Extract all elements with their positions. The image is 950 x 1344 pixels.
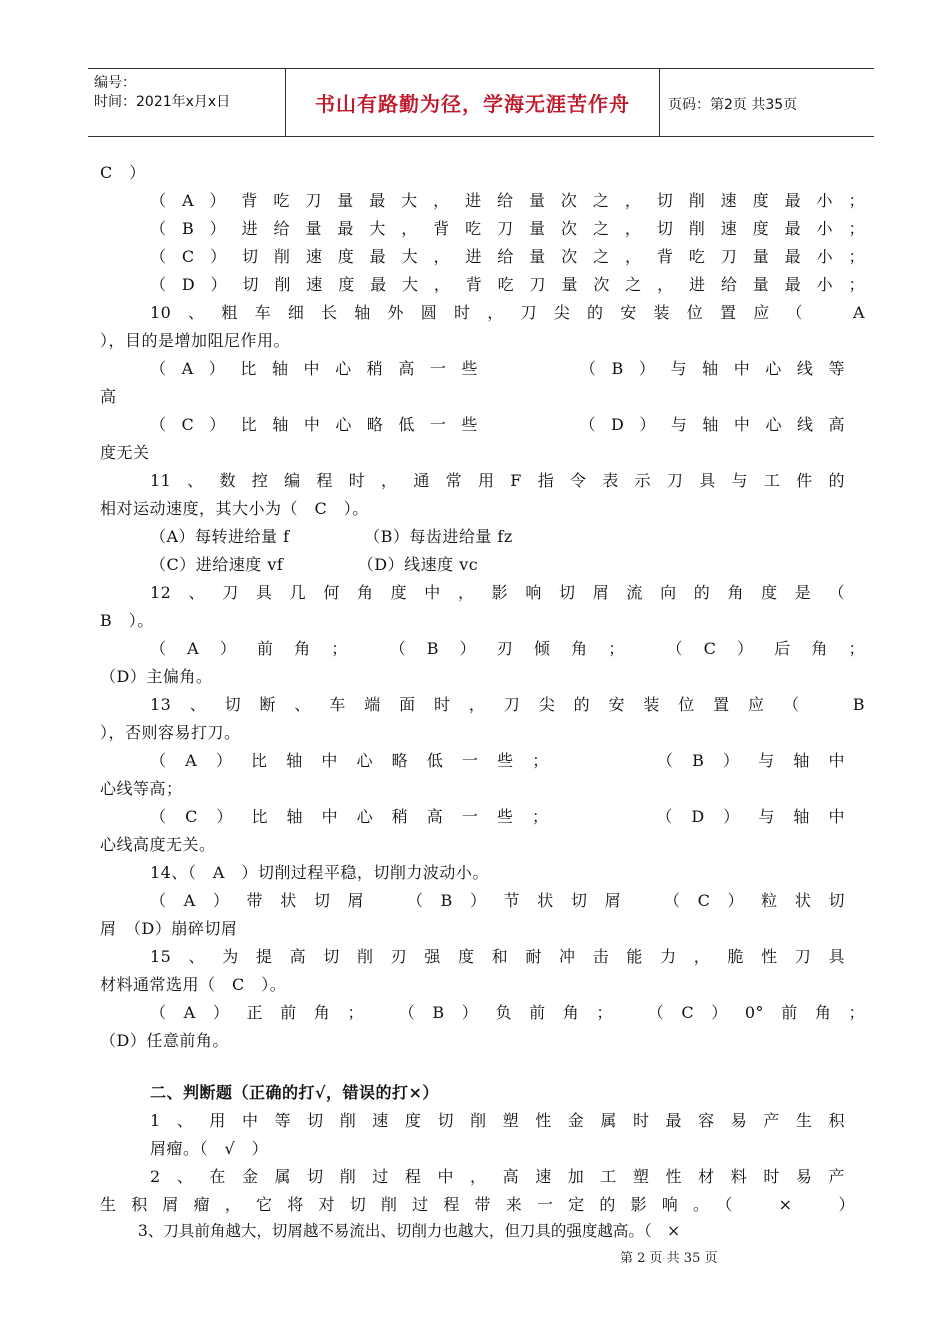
text-line: 高 [100, 387, 117, 406]
date-label: 时间：2021年x月x日 [94, 94, 231, 110]
header-motto-cell [285, 69, 660, 136]
question-line: 12、刀具几何角度中，影响切屑流向的角度是（ [150, 583, 845, 602]
text-line: ），否则容易打刀。 [100, 723, 241, 742]
option-line: （A）带状切屑 （B）节状切屑 （C）粒状切 [150, 891, 845, 910]
text-line: C ） [100, 163, 146, 182]
text-line: ），目的是增加阻尼作用。 [100, 331, 291, 350]
header-meta [88, 69, 285, 136]
option-line: （C）进给速度 vf （D）线速度 vc [150, 555, 479, 574]
question-line: 14、（ A ）切削过程平稳，切削力波动小。 [150, 863, 489, 882]
text-line: 屑瘤。（ √ ） [150, 1139, 269, 1158]
option-line: （A）比轴中心略低一些； （B）与轴中 [150, 751, 845, 770]
text-line: 心线高度无关。 [100, 835, 216, 854]
text-line: （D）主偏角。 [100, 667, 213, 686]
section-heading: 二、判断题（正确的打√，错误的打×） [150, 1083, 439, 1102]
option-line: （B）进给量最大，背吃刀量次之，切削速度最小； [150, 219, 865, 238]
text-line: 材料通常选用（ C ）。 [100, 975, 287, 994]
question-line: 3、刀具前角越大，切屑越不易流出、切削力也越大，但刀具的强度越高。（ × [138, 1222, 681, 1240]
page-header [88, 68, 874, 137]
option-line: （A）正前角； （B）负前角； （C）0°前角； [150, 1003, 865, 1022]
page-footer: 第 2 页 共 35 页 [620, 1251, 718, 1266]
question-line: 1、用中等切削速度切削塑性金属时最容易产生积 [150, 1111, 845, 1130]
text-line: 生积屑瘤，它将对切削过程带来一定的影响。（ × ） [100, 1195, 855, 1214]
text-line: B ）。 [100, 611, 154, 630]
question-line: 2、在金属切削过程中，高速加工塑性材料时易产 [150, 1167, 845, 1186]
text-line: 相对运动速度，其大小为（ C ）。 [100, 499, 369, 518]
option-line: （A）前角； （B）刃倾角； （C）后角； [150, 639, 865, 658]
question-line: 15、为提高切削刃强度和耐冲击能力，脆性刀具 [150, 947, 845, 966]
motto: 书山有路勤为径，学海无涯苦作舟 [315, 92, 630, 116]
page-info: 页码：第2页 共35页 [668, 97, 798, 113]
question-line: 13、切断、车端面时，刀尖的安装位置应（ B [150, 695, 865, 714]
question-line: 11、数控编程时，通常用F指令表示刀具与工件的 [150, 471, 845, 490]
number-label: 编号： [94, 75, 136, 91]
text-line: 屑 （D）崩碎切屑 [100, 919, 238, 938]
option-line: （D）切削速度最大，背吃刀量次之，进给量最小； [150, 275, 865, 294]
text-line: （D）任意前角。 [100, 1031, 229, 1050]
option-line: （A）每转进给量 f （B）每齿进给量 fz [150, 527, 513, 546]
text-line: 心线等高； [100, 779, 183, 798]
option-line: （C）比轴中心略低一些 （D）与轴中心线高 [150, 415, 845, 434]
option-line: （C）比轴中心稍高一些； （D）与轴中 [150, 807, 845, 826]
option-line: （C）切削速度最大，进给量次之，背吃刀量最小； [150, 247, 865, 266]
text-line: 度无关 [100, 443, 150, 462]
question-line: 10、粗车细长轴外圆时，刀尖的安装位置应（ A [150, 303, 865, 322]
option-line: （A）比轴中心稍高一些 （B）与轴中心线等 [150, 359, 845, 378]
option-line: （A）背吃刀量最大，进给量次之，切削速度最小； [150, 191, 865, 210]
